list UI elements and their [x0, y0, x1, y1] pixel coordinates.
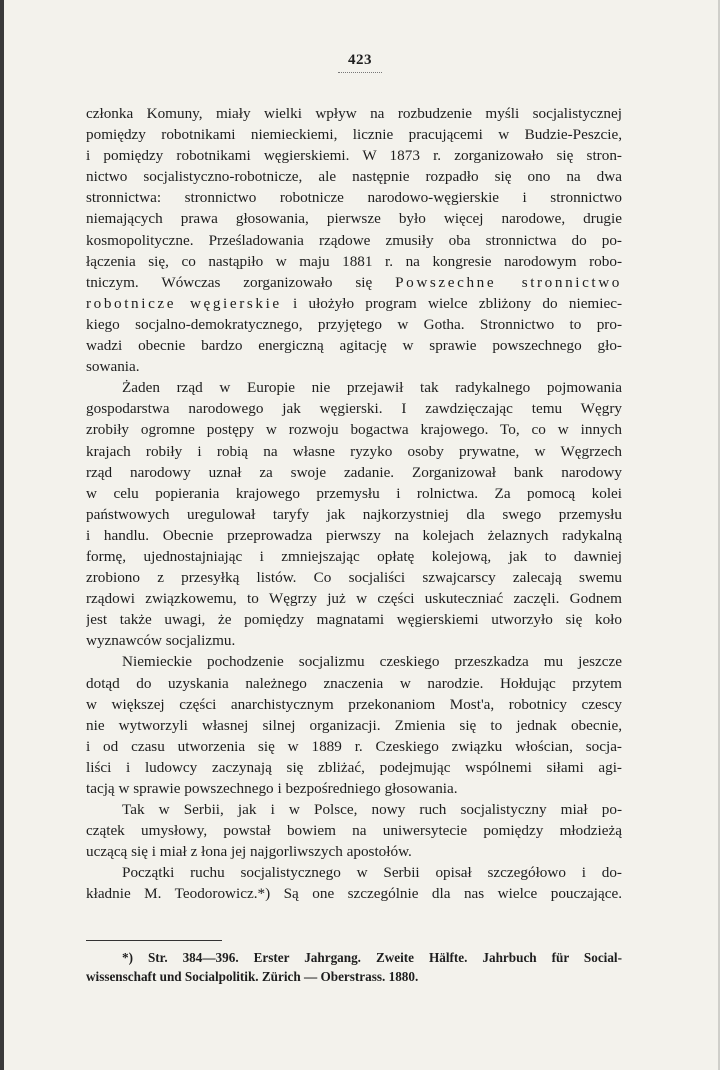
paragraph: [86, 377, 622, 651]
text-line: gospodarstwa narodowego jak węgierski. I zawdzięczając temu Węgry: [86, 400, 622, 418]
text-line: dotąd do uzyskania należnego znaczenia w narodzie. Hołdując przytem: [86, 674, 622, 692]
text-line: liści i ludowcy zaczynają się zbliżać, podejmując wspólnemi siłami agi-: [86, 758, 622, 776]
page-number: 423: [348, 52, 372, 68]
text-line: i pomiędzy robotnikami węgierskiemi. W 1873 r. zorganizowało się stron-: [86, 147, 622, 165]
text-line: jest także uwagi, że pomiędzy magnatami węgierskiemi utworzyło się koło: [86, 611, 622, 629]
text-line: w celu popierania krajowego przemysłu i rolnictwa. Za pomocą kolei: [86, 484, 622, 502]
footnote-line: wissenschaft und Socialpolitik. Zürich — Oberstrass. 1880.: [86, 969, 419, 984]
text-line: pomiędzy robotnikami niemieckiemi, licznie pracującemi w Budzie-Peszcie,: [86, 126, 622, 144]
text-line: sowania.: [86, 358, 140, 376]
text-line: członka Komuny, miały wielki wpływ na rozbudzenie myśli socjalistycznej: [86, 105, 622, 122]
footnote-rule: [86, 940, 222, 941]
text-line: nictwo socjalistyczno-robotnicze, ale następnie rozpadło się ono na dwa: [86, 168, 622, 186]
text-line: Początki ruchu socjalistycznego w Serbii opisał szczegółowo i do-: [122, 864, 622, 882]
text-line: Żaden rząd w Europie nie przejawił tak radykalnego pojmowania: [122, 379, 622, 397]
text-run: i ułożyło program wielce zbliżony do niemiec-: [281, 294, 622, 312]
text-line: rządowi związkowemu, to Węgrzy już w części uskuteczniać zaczęli. Godnem: [86, 590, 622, 608]
text-line: Tak w Serbii, jak i w Polsce, nowy ruch socjalistyczny miał po-: [122, 801, 622, 819]
text-line: wadzi obecnie bardzo energiczną agitację w sprawie powszechnego gło-: [86, 337, 622, 355]
paragraph: [86, 103, 622, 377]
page-edge-left: [0, 0, 4, 1070]
text-line: [86, 293, 622, 314]
text-line: krajach robiły i robią na własne ryzyko osoby prywatne, w Węgrzech: [86, 442, 622, 460]
text-line: kiego socjalno-demokratycznego, przyjętego w Gotha. Stronnictwo to pro-: [86, 315, 622, 333]
spaced-emphasis: Powszechne stronnictwo: [395, 273, 622, 291]
footnote-line: *) Str. 384—396. Erster Jahrgang. Zweite Hälfte. Jahrbuch für Social-: [122, 950, 622, 965]
paragraph: [86, 799, 622, 862]
text-line: uczącą się i miał z łona jej najgorliwszych apostołów.: [86, 843, 412, 861]
text-line: rząd narodowy uznał za swoje zadanie. Zorganizował bank narodowy: [86, 463, 622, 481]
text-line: niemających prawa głosowania, pierwsze było więcej narodowe, drugie: [86, 210, 622, 228]
text-line: państwowych uregulował taryfy jak najkorzystniej dla swego przemysłu: [86, 505, 622, 523]
text-line: kładnie M. Teodorowicz.*) Są one szczególnie dla nas wielce pouczające.: [86, 885, 622, 903]
text-line: Niemieckie pochodzenie socjalizmu czeskiego przeszkadza mu jeszcze: [122, 653, 622, 671]
spaced-emphasis: robotnicze węgierskie: [86, 294, 282, 312]
text-run: tniczym. Wówczas zorganizowało się: [86, 273, 396, 291]
text-line: i handlu. Obecnie przeprowadza pierwszy na kolejach żelaznych radykalną: [86, 526, 622, 544]
text-line: łączenia się, co nastąpiło w maju 1881 r. na kongresie narodowym robo-: [86, 252, 622, 270]
footnote: [86, 948, 622, 986]
paragraph: [86, 862, 622, 904]
page-number-rule: [338, 72, 382, 73]
text-line: formę, ujednostajniając i zmniejszając opłatę kolejową, jak to dawniej: [86, 547, 622, 565]
text-line: wyznawców socjalizmu.: [86, 632, 236, 650]
text-line: w większej części anarchistycznym przekonaniom Most'a, robotnicy czescy: [86, 695, 622, 713]
text-line: kosmopolityczne. Prześladowania rządowe zmusiły oba stronnictwa do po-: [86, 231, 622, 249]
text-line: i od czasu utworzenia się w 1889 r. Czeskiego związku włościan, socja-: [86, 737, 622, 755]
paragraph: [86, 651, 622, 799]
body-text: [86, 103, 622, 905]
text-line: stronnictwa: stronnictwo robotnicze narodowo-węgierskie i stronnictwo: [86, 189, 622, 207]
text-line: czątek umysłowy, powstał bowiem na uniwersytecie pomiędzy młodzieżą: [86, 822, 622, 840]
text-line: zrobiły ogromne postępy w rozwoju bogactwa krajowego. To, co w innych: [86, 421, 622, 439]
text-line: tacją w sprawie powszechnego i bezpośredniego głosowania.: [86, 780, 458, 797]
text-line: nie wytworzyli własnej silnej organizacji. Zmienia się to jednak obecnie,: [86, 716, 622, 734]
text-line: [86, 272, 622, 293]
text-line: zrobiono z przesyłką listów. Co socjaliści szwajcarscy zalecają swemu: [86, 569, 622, 587]
